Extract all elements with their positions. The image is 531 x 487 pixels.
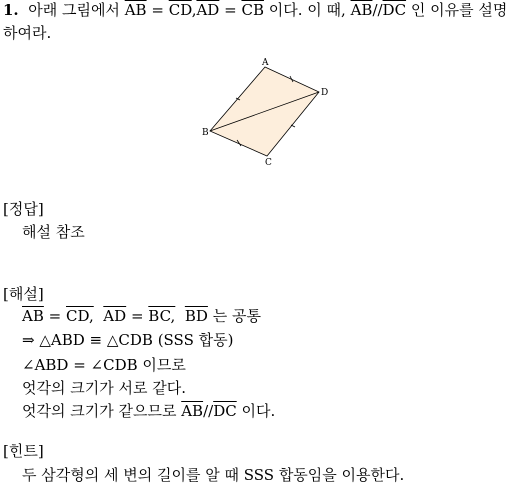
explanation-line-1 [22, 306, 261, 326]
equals-sign: = [130, 307, 144, 325]
seg-dc: $\overline{DC}$ [213, 402, 237, 420]
hint-text: 두 삼각형의 세 변의 길이를 알 때 SSS 합동임을 이용한다. [22, 466, 405, 484]
equals-sign: = [151, 1, 164, 19]
common-text: 는 공통 [212, 307, 261, 325]
parallel-sign: // [203, 402, 214, 420]
seg-bd: $\overline{BD}$ [184, 307, 208, 325]
question-line-2: 하여라. [3, 24, 52, 42]
label-a: A [262, 58, 269, 68]
seg-ab: $\overline{AB}$ [181, 402, 204, 420]
hint-header: [힌트] [3, 442, 44, 460]
seg-ad: $\overline{AD}$ [196, 1, 220, 19]
question-line-1 [3, 0, 507, 20]
question-number: 1. [3, 1, 19, 19]
label-d: D [321, 88, 329, 98]
parallel-sign: // [372, 1, 383, 19]
explanation-header: [해설] [3, 285, 44, 303]
explanation-line-5-prefix: 엇각의 크기가 같으므로 [22, 402, 177, 420]
question-prefix: 아래 그림에서 [28, 1, 120, 19]
explanation-line-3: ∠ABD = ∠CDB 이므로 [22, 356, 186, 374]
comma: , [191, 1, 197, 19]
answer-header: [정답] [3, 200, 44, 218]
parallelogram-figure [195, 55, 345, 170]
equals-sign: = [224, 1, 237, 19]
explanation-line-5-tail: 이다. [241, 402, 276, 420]
explanation-line-4: 엇각의 크기가 서로 같다. [22, 379, 186, 397]
seg-dc: $\overline{DC}$ [382, 1, 407, 19]
question-suffix: 인 이유를 설명 [410, 1, 508, 19]
seg-cd: CD, [66, 307, 94, 325]
explanation-line-2: ⇒ △ABD ≡ △CDB (SSS 합동) [22, 331, 234, 349]
question-mid: 이다. 이 때, [268, 1, 346, 19]
seg-ab: $\overline{AB}$ [124, 1, 147, 19]
seg-ab: $\overline{AB}$ [22, 307, 44, 325]
answer-text: 해설 참조 [22, 223, 85, 241]
seg-ab: $\overline{AB}$ [350, 1, 373, 19]
explanation-line-5 [22, 401, 275, 421]
seg-bc: BC, [148, 307, 176, 325]
seg-cd: $\overline{CD}$ [168, 1, 192, 19]
seg-cb: $\overline{CB}$ [241, 1, 264, 19]
seg-ad: $\overline{AD}$ [103, 307, 127, 325]
equals-sign: = [48, 307, 62, 325]
label-b: B [202, 128, 209, 138]
label-c: C [265, 158, 272, 168]
